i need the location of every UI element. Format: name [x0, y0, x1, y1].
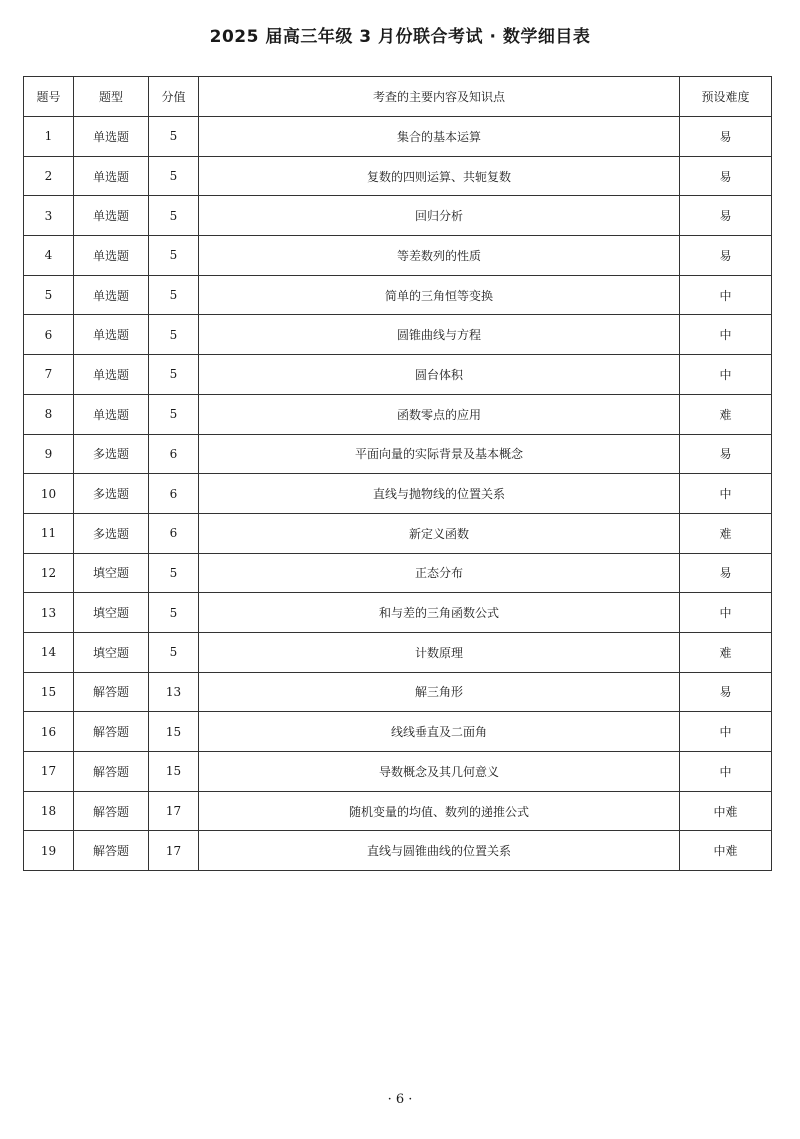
cell-difficulty: 难 [680, 394, 772, 434]
cell-score: 5 [149, 236, 199, 276]
cell-question-number: 9 [24, 434, 74, 474]
cell-score: 5 [149, 156, 199, 196]
cell-score: 5 [149, 196, 199, 236]
cell-question-number: 10 [24, 474, 74, 514]
cell-question-type: 多选题 [74, 434, 149, 474]
cell-question-number: 19 [24, 831, 74, 871]
cell-score: 5 [149, 394, 199, 434]
cell-question-type: 解答题 [74, 752, 149, 792]
cell-difficulty: 中 [680, 474, 772, 514]
cell-score: 17 [149, 831, 199, 871]
cell-question-type: 单选题 [74, 156, 149, 196]
cell-question-number: 14 [24, 632, 74, 672]
cell-content: 新定义函数 [199, 513, 680, 553]
table-row [24, 275, 772, 315]
cell-question-number: 1 [24, 117, 74, 157]
cell-question-number: 15 [24, 672, 74, 712]
cell-content: 导数概念及其几何意义 [199, 752, 680, 792]
cell-question-type: 解答题 [74, 712, 149, 752]
cell-content: 复数的四则运算、共轭复数 [199, 156, 680, 196]
cell-difficulty: 易 [680, 672, 772, 712]
cell-content: 回归分析 [199, 196, 680, 236]
cell-content: 计数原理 [199, 632, 680, 672]
cell-score: 6 [149, 474, 199, 514]
table-row [24, 236, 772, 276]
cell-difficulty: 易 [680, 236, 772, 276]
cell-question-type: 多选题 [74, 474, 149, 514]
cell-question-number: 5 [24, 275, 74, 315]
cell-score: 5 [149, 275, 199, 315]
table-row [24, 196, 772, 236]
cell-question-number: 11 [24, 513, 74, 553]
table-row [24, 474, 772, 514]
cell-score: 5 [149, 593, 199, 633]
cell-content: 函数零点的应用 [199, 394, 680, 434]
cell-question-type: 解答题 [74, 672, 149, 712]
header-question-number: 题号 [24, 77, 74, 117]
page-number: · 6 · [387, 1092, 413, 1107]
cell-question-type: 填空题 [74, 553, 149, 593]
exam-specification-table [23, 76, 772, 871]
cell-score: 5 [149, 632, 199, 672]
cell-difficulty: 易 [680, 434, 772, 474]
cell-content: 平面向量的实际背景及基本概念 [199, 434, 680, 474]
cell-question-type: 单选题 [74, 196, 149, 236]
cell-difficulty: 中 [680, 275, 772, 315]
table-header-row [24, 77, 772, 117]
cell-question-type: 单选题 [74, 355, 149, 395]
table-row [24, 632, 772, 672]
table-row [24, 712, 772, 752]
cell-difficulty: 易 [680, 156, 772, 196]
cell-question-number: 18 [24, 791, 74, 831]
cell-question-type: 单选题 [74, 236, 149, 276]
table-row [24, 791, 772, 831]
cell-question-number: 13 [24, 593, 74, 633]
cell-content: 集合的基本运算 [199, 117, 680, 157]
cell-question-type: 单选题 [74, 275, 149, 315]
table-row [24, 672, 772, 712]
cell-difficulty: 中 [680, 315, 772, 355]
cell-score: 15 [149, 712, 199, 752]
table-row [24, 117, 772, 157]
table-row [24, 593, 772, 633]
cell-score: 5 [149, 553, 199, 593]
table-row [24, 355, 772, 395]
cell-question-type: 解答题 [74, 831, 149, 871]
cell-content: 圆台体积 [199, 355, 680, 395]
table-row [24, 752, 772, 792]
table-row [24, 315, 772, 355]
cell-content: 直线与抛物线的位置关系 [199, 474, 680, 514]
cell-score: 6 [149, 513, 199, 553]
cell-content: 直线与圆锥曲线的位置关系 [199, 831, 680, 871]
cell-content: 正态分布 [199, 553, 680, 593]
cell-difficulty: 难 [680, 513, 772, 553]
table-row [24, 394, 772, 434]
cell-question-number: 12 [24, 553, 74, 593]
cell-score: 13 [149, 672, 199, 712]
cell-score: 15 [149, 752, 199, 792]
cell-difficulty: 易 [680, 117, 772, 157]
cell-difficulty: 中 [680, 593, 772, 633]
table-body [24, 117, 772, 871]
cell-question-type: 填空题 [74, 593, 149, 633]
cell-question-number: 17 [24, 752, 74, 792]
cell-difficulty: 难 [680, 632, 772, 672]
cell-question-number: 8 [24, 394, 74, 434]
cell-difficulty: 中 [680, 712, 772, 752]
table-row [24, 513, 772, 553]
cell-question-type: 单选题 [74, 117, 149, 157]
cell-score: 17 [149, 791, 199, 831]
cell-content: 等差数列的性质 [199, 236, 680, 276]
cell-content: 简单的三角恒等变换 [199, 275, 680, 315]
cell-question-type: 多选题 [74, 513, 149, 553]
header-question-type: 题型 [74, 77, 149, 117]
cell-difficulty: 中难 [680, 791, 772, 831]
cell-score: 6 [149, 434, 199, 474]
cell-question-number: 16 [24, 712, 74, 752]
cell-difficulty: 中 [680, 752, 772, 792]
cell-question-type: 单选题 [74, 394, 149, 434]
cell-question-number: 7 [24, 355, 74, 395]
cell-question-number: 4 [24, 236, 74, 276]
table-row [24, 553, 772, 593]
cell-question-type: 填空题 [74, 632, 149, 672]
cell-content: 线线垂直及二面角 [199, 712, 680, 752]
header-difficulty: 预设难度 [680, 77, 772, 117]
cell-question-type: 解答题 [74, 791, 149, 831]
cell-difficulty: 中难 [680, 831, 772, 871]
cell-question-number: 6 [24, 315, 74, 355]
cell-question-number: 2 [24, 156, 74, 196]
cell-question-number: 3 [24, 196, 74, 236]
header-content: 考查的主要内容及知识点 [199, 77, 680, 117]
cell-score: 5 [149, 315, 199, 355]
document-title: 2025 届高三年级 3 月份联合考试 · 数学细目表 [209, 27, 591, 47]
cell-question-type: 单选题 [74, 315, 149, 355]
cell-content: 解三角形 [199, 672, 680, 712]
cell-difficulty: 中 [680, 355, 772, 395]
table-row [24, 156, 772, 196]
header-score: 分值 [149, 77, 199, 117]
cell-difficulty: 易 [680, 196, 772, 236]
cell-content: 和与差的三角函数公式 [199, 593, 680, 633]
cell-score: 5 [149, 117, 199, 157]
table-row [24, 434, 772, 474]
table-row [24, 831, 772, 871]
cell-difficulty: 易 [680, 553, 772, 593]
cell-content: 随机变量的均值、数列的递推公式 [199, 791, 680, 831]
cell-score: 5 [149, 355, 199, 395]
cell-content: 圆锥曲线与方程 [199, 315, 680, 355]
